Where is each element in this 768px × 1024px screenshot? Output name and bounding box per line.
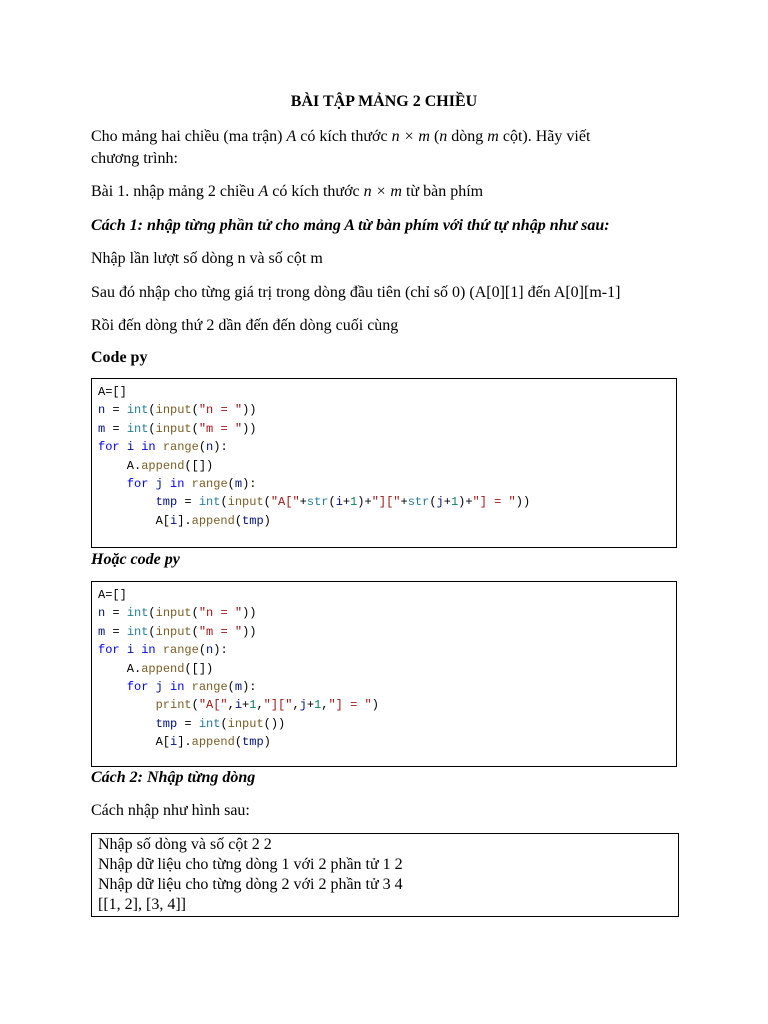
code-token: range — [162, 643, 199, 658]
code-token: input — [155, 606, 192, 621]
code-token — [184, 477, 191, 491]
code-token: range — [191, 476, 228, 491]
console-output-line: Nhập số dòng và số cột 2 2 — [98, 836, 272, 853]
code-token: "m = " — [198, 421, 243, 436]
code-token: "A[" — [198, 698, 228, 713]
code-token: i — [170, 513, 178, 528]
code-token — [98, 477, 127, 491]
code-token: ( — [148, 403, 156, 418]
code-token — [163, 680, 170, 694]
task-1: Bài 1. nhập mảng 2 chiều A có kích thước n × m từ bàn phím — [91, 183, 484, 200]
code-token: n — [206, 440, 214, 455]
code-token: + — [299, 495, 307, 510]
code-token: "][" — [371, 495, 401, 510]
code-token: int — [126, 421, 149, 436]
code-token — [98, 680, 127, 694]
code-token — [148, 680, 155, 694]
code-token — [98, 698, 156, 712]
code-line — [98, 383, 670, 401]
code-token: ( — [234, 735, 243, 750]
code-token: range — [191, 679, 228, 694]
code-line — [98, 623, 670, 641]
page-title: BÀI TẬP MẢNG 2 CHIỀU — [290, 93, 478, 110]
code-token — [120, 440, 127, 454]
code-token: + — [342, 495, 351, 510]
code-token: ) — [371, 698, 379, 713]
code-token: , — [227, 698, 235, 713]
code-token: ( — [191, 624, 199, 639]
method-1-line: Sau đó nhập cho từng giá trị trong dòng đầu tiên (chỉ số 0) (A[0][1] đến A[0][m-1] — [91, 284, 621, 301]
code-token: A=[] — [98, 588, 127, 602]
code-token: int — [126, 624, 149, 639]
intro-line-1: Cho mảng hai chiều (ma trận) A có kích thước n × m (n dòng m cột). Hãy viết — [91, 128, 591, 145]
code-token: = — [105, 606, 127, 621]
code-token: for — [98, 440, 120, 455]
code-token: "n = " — [198, 606, 243, 621]
code-token: append — [191, 513, 235, 528]
code-token: ): — [213, 643, 228, 658]
code-line — [98, 604, 670, 622]
code-token: ( — [328, 495, 336, 510]
code-token: )) — [242, 403, 257, 418]
code-token: ( — [220, 495, 228, 510]
code-line — [98, 420, 670, 438]
code-token: , — [321, 698, 329, 713]
code-token: A=[] — [98, 385, 127, 399]
code-token: ( — [263, 495, 271, 510]
code-token: ( — [198, 643, 207, 658]
code-token: )) — [242, 421, 257, 436]
code-token: m — [98, 421, 106, 436]
code-token: i — [335, 495, 343, 510]
code-token: "A[" — [270, 495, 300, 510]
code-token: n — [98, 403, 106, 418]
code-token: A. — [98, 458, 142, 473]
code-token: ( — [227, 476, 235, 491]
code-token: in — [170, 679, 185, 694]
code-token: ( — [234, 513, 243, 528]
code-token: + — [306, 698, 315, 713]
code-token — [98, 717, 156, 731]
code-token: input — [155, 421, 192, 436]
code-token — [156, 643, 163, 657]
code-token: ( — [429, 495, 437, 510]
code-token: ) — [263, 735, 271, 750]
method-1-heading: Cách 1: nhập từng phần tử cho mảng A từ bàn phím với thứ tự nhập như sau: — [91, 217, 610, 234]
code-line — [98, 586, 670, 604]
code-token: range — [162, 440, 199, 455]
code-token: + — [242, 698, 250, 713]
code-token: ( — [148, 421, 156, 436]
console-output-box — [91, 833, 679, 917]
code-token: "] = " — [472, 495, 516, 510]
code-line — [98, 493, 670, 511]
method-1-line: Nhập lần lượt số dòng n và số cột m — [91, 250, 323, 267]
code-token: input — [155, 624, 192, 639]
code-token: ]. — [177, 513, 192, 528]
code-token: m — [234, 476, 243, 491]
code-token: 1 — [450, 495, 459, 510]
code-token: = — [177, 716, 199, 731]
code-block-1 — [91, 378, 677, 548]
method-1-line: Rồi đến dòng thứ 2 dần đến đến dòng cuối cùng — [91, 317, 399, 334]
code-token: ( — [191, 698, 199, 713]
code-token: ): — [242, 476, 257, 491]
code-token: int — [198, 495, 221, 510]
code-token: int — [198, 716, 221, 731]
code-line — [98, 401, 670, 419]
code-token: = — [177, 495, 199, 510]
code-token: i — [234, 698, 243, 713]
code-token: ([]) — [184, 661, 214, 676]
code-token: ([]) — [184, 458, 214, 473]
code-line — [98, 696, 670, 714]
code-line — [98, 660, 670, 678]
code-block-2 — [91, 581, 677, 767]
code-token: A[ — [98, 735, 171, 750]
code-line — [98, 457, 670, 475]
code-token: append — [191, 735, 235, 750]
code-token: str — [306, 495, 329, 510]
code-token: input — [155, 403, 192, 418]
code-token: 1 — [249, 698, 257, 713]
code-token: i — [126, 440, 135, 455]
code-token: )) — [515, 495, 531, 510]
code-token — [120, 643, 127, 657]
console-output-line: Nhập dữ liệu cho từng dòng 2 với 2 phần tử 3 4 — [98, 876, 403, 893]
code-line — [98, 512, 670, 530]
code-token: ( — [148, 624, 156, 639]
code-token: in — [141, 643, 156, 658]
code-token: ( — [198, 440, 207, 455]
code-token — [163, 477, 170, 491]
code-line — [98, 475, 670, 493]
console-output-line: [[1, 2], [3, 4]] — [98, 896, 186, 913]
code-token: str — [407, 495, 430, 510]
code-token: A. — [98, 661, 142, 676]
code-token: ()) — [263, 716, 286, 731]
code-token — [184, 680, 191, 694]
code-token: m — [234, 679, 243, 694]
intro-line-2: chương trình: — [91, 150, 178, 167]
code-token: print — [155, 698, 192, 713]
code-token: ): — [213, 440, 228, 455]
code-token: tmp — [155, 716, 178, 731]
code-token: tmp — [242, 735, 264, 750]
code-token: i — [170, 735, 178, 750]
code-token: ( — [148, 606, 156, 621]
code-token: ( — [227, 679, 235, 694]
code-token: for — [126, 476, 149, 491]
code-token: + — [443, 495, 451, 510]
code-token: "] = " — [328, 698, 372, 713]
code-token: + — [400, 495, 408, 510]
code-token: ( — [220, 716, 228, 731]
code-token: j — [436, 495, 444, 510]
code-token: ): — [242, 679, 257, 694]
code-token: , — [256, 698, 264, 713]
code-token: = — [105, 403, 127, 418]
code-token — [156, 440, 163, 454]
code-token: input — [227, 716, 264, 731]
code-token: )) — [242, 606, 257, 621]
code-token: A[ — [98, 513, 171, 528]
code-line — [98, 438, 670, 456]
code-token: n — [206, 643, 214, 658]
code-token: j — [155, 679, 163, 694]
code-token: = — [105, 624, 127, 639]
code-token: in — [141, 440, 156, 455]
code-token: tmp — [242, 513, 264, 528]
method-2-heading: Cách 2: Nhập từng dòng — [91, 769, 256, 786]
code-line — [98, 678, 670, 696]
code-2-heading: Hoặc code py — [91, 551, 180, 568]
code-token: "][" — [263, 698, 293, 713]
code-token — [148, 477, 155, 491]
code-token: for — [98, 643, 120, 658]
code-token: )+ — [458, 495, 473, 510]
code-token: ( — [191, 606, 199, 621]
code-token: 1 — [314, 698, 322, 713]
code-token: , — [292, 698, 300, 713]
code-token: )+ — [357, 495, 372, 510]
code-token: int — [126, 403, 149, 418]
console-output-line: Nhập dữ liệu cho từng dòng 1 với 2 phần tử 1 2 — [98, 856, 403, 873]
code-token: 1 — [350, 495, 358, 510]
code-token: n — [98, 606, 106, 621]
code-token: append — [141, 458, 185, 473]
code-token: ]. — [177, 735, 192, 750]
code-token: "n = " — [198, 403, 243, 418]
code-line — [98, 641, 670, 659]
code-token: j — [155, 476, 163, 491]
code-token: "m = " — [198, 624, 243, 639]
code-token: ) — [263, 513, 271, 528]
code-token: input — [227, 495, 264, 510]
code-line — [98, 715, 670, 733]
code-token: i — [126, 643, 135, 658]
code-token: m — [98, 624, 106, 639]
code-token: in — [170, 476, 185, 491]
code-line — [98, 733, 670, 751]
code-token: int — [126, 606, 149, 621]
code-1-heading: Code py — [91, 349, 148, 366]
method-2-intro: Cách nhập như hình sau: — [91, 802, 250, 819]
code-token: tmp — [155, 495, 178, 510]
code-token: append — [141, 661, 185, 676]
code-token — [98, 495, 156, 509]
code-token: ( — [191, 421, 199, 436]
code-token: = — [105, 421, 127, 436]
code-token: )) — [242, 624, 257, 639]
code-token: for — [126, 679, 149, 694]
code-token: ( — [191, 403, 199, 418]
code-token: j — [299, 698, 307, 713]
